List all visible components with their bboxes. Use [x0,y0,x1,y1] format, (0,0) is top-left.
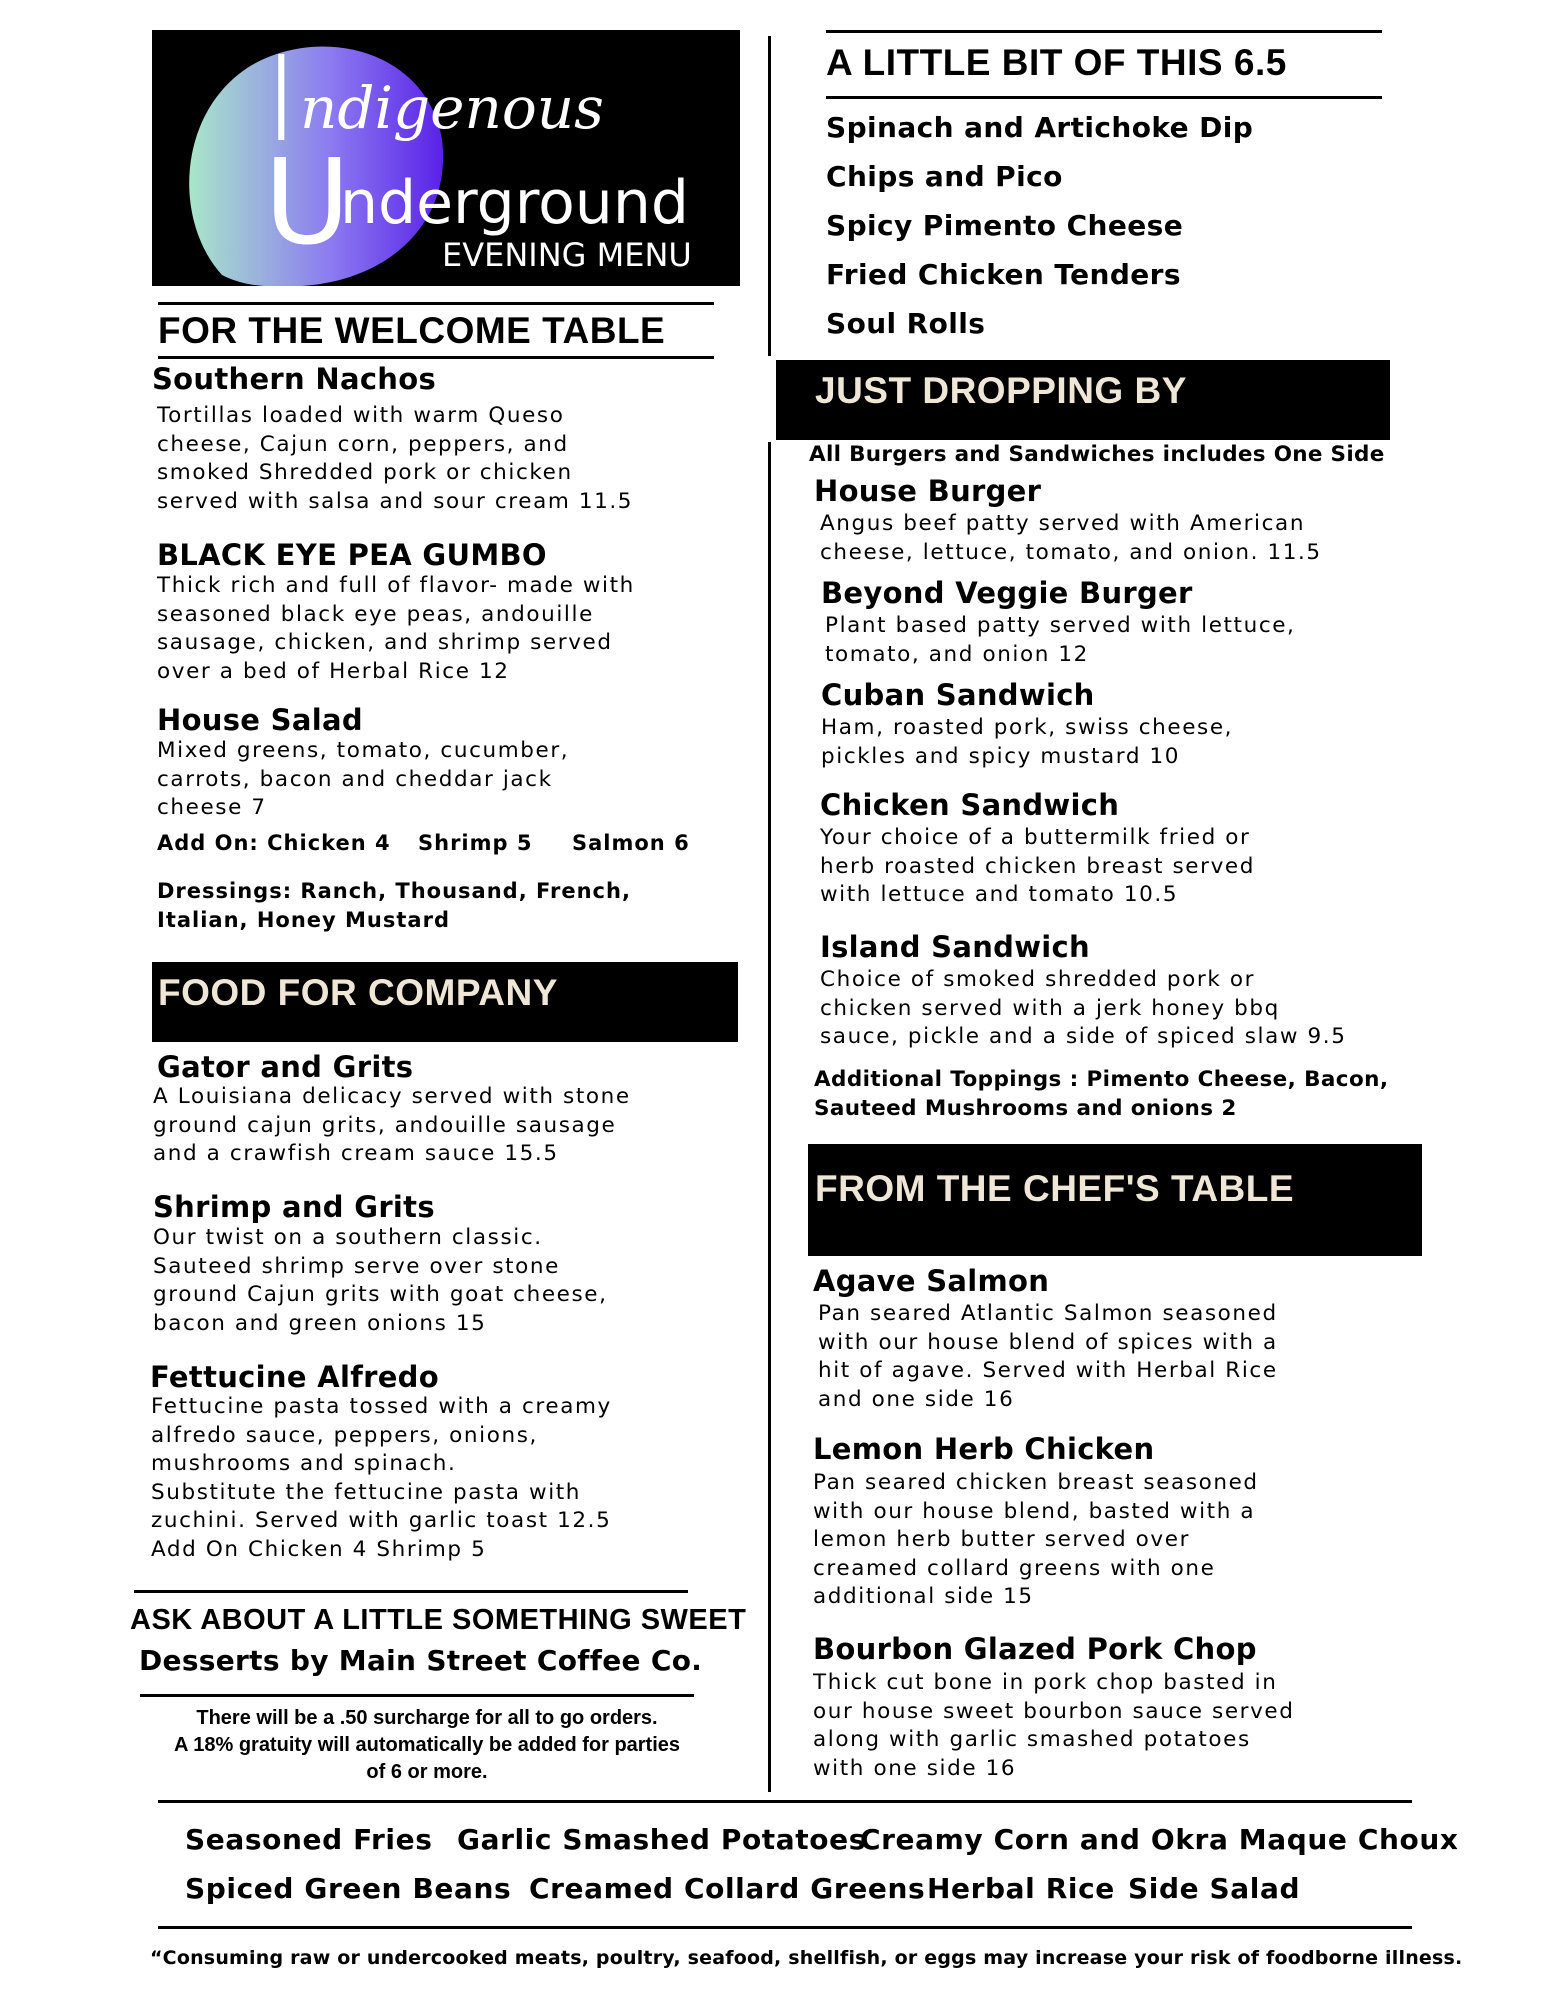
chef-item-desc: Pan seared Atlantic Salmon seasoned with our house blend of spices with a hit of agave. Served with Herbal Rice and one side 16 [818,1301,1278,1412]
welcome-item-desc: Thick rich and full of flavor- made with seasoned black eye peas, andouille sausage, chicken, and shrimp served over a bed of Herbal Rice 12 [157,573,635,684]
welcome-item-name: BLACK EYE PEA GUMBO [157,538,547,572]
company-item-name: Shrimp and Grits [153,1190,435,1224]
salad-addon-chicken: Add On: Chicken 4 [157,831,391,855]
side-item: Herbal Rice [927,1872,1115,1905]
chef-item-desc: Thick cut bone in pork chop basted in our house sweet bourbon sauce served along with garlic smashed potatoes with one side 16 [813,1670,1295,1781]
dropping-note: All Burgers and Sandwiches includes One Side [809,442,1385,467]
logo-block [152,30,740,286]
dropping-item-name: Island Sandwich [820,930,1090,964]
sweet-title: ASK ABOUT A LITTLE SOMETHING SWEET [130,1604,747,1636]
dropping-toppings: Additional Toppings : Pimento Cheese, Bacon, Sauteed Mushrooms and onions 2 [814,1067,1389,1121]
company-item-name: Gator and Grits [157,1050,414,1084]
welcome-rule-bottom [158,356,714,359]
littlebit-item: Spinach and Artichoke Dip [826,111,1254,144]
dropping-item-desc: Ham, roasted pork, swiss cheese, pickles and spicy mustard 10 [821,715,1234,769]
column-divider-bottom [768,442,771,1792]
dropping-item-desc: Choice of smoked shredded pork or chicken served with a jerk honey bbq sauce, pickle and a side of spiced slaw 9.5 [820,967,1347,1049]
side-item: Creamy Corn and Okra Maque Choux [860,1823,1459,1856]
littlebit-title: A LITTLE BIT OF THIS 6.5 [826,42,1287,83]
salad-dressings: Dressings: Ranch, Thousand, French, Italian, Honey Mustard [157,879,631,932]
littlebit-rule-top [826,30,1382,33]
salad-addon-salmon: Salmon 6 [572,831,690,855]
welcome-title: FOR THE WELCOME TABLE [158,310,666,351]
chef-item-name: Lemon Herb Chicken [813,1432,1155,1466]
salad-addon-shrimp: Shrimp 5 [418,831,533,855]
dropping-title: JUST DROPPING BY [815,370,1187,411]
company-item-desc: Our twist on a southern classic. Sauteed shrimp serve over stone ground Cajun grits with goat cheese, bacon and green onions 15 [153,1225,608,1336]
side-item: Garlic Smashed Potatoes [457,1823,866,1856]
company-item-desc: A Louisiana delicacy served with stone ground cajun grits, andouille sausage and a crawfish cream sauce 15.5 [153,1084,631,1166]
sweet-rule-top [134,1590,688,1593]
dropping-item-desc: Plant based patty served with lettuce, tomato, and onion 12 [825,613,1296,667]
littlebit-rule-bottom [826,96,1382,99]
chef-title: FROM THE CHEF'S TABLE [815,1168,1295,1209]
dropping-item-desc: Your choice of a buttermilk fried or herb roasted chicken breast served with lettuce and tomato 10.5 [820,825,1255,907]
company-item-name: Fettucine Alfredo [150,1360,439,1394]
logo-word-underground: nderground [340,168,689,238]
logo-initial-u: U [264,133,351,271]
welcome-item-desc: Mixed greens, tomato, cucumber, carrots, bacon and cheddar jack cheese 7 [157,738,570,820]
sides-rule-bottom [158,1926,1412,1929]
logo-word-indigenous: ndigenous [300,74,604,142]
side-item: Seasoned Fries [185,1823,433,1856]
welcome-item-name: Southern Nachos [152,362,437,396]
welcome-item-name: House Salad [157,703,363,737]
company-title: FOOD FOR COMPANY [158,972,558,1013]
dropping-item-name: Chicken Sandwich [820,788,1120,822]
littlebit-item: Spicy Pimento Cheese [826,209,1184,242]
sweet-subtitle: Desserts by Main Street Coffee Co. [139,1644,703,1677]
sweet-rule-bottom [140,1694,694,1697]
littlebit-item: Soul Rolls [826,307,986,340]
chef-item-name: Bourbon Glazed Pork Chop [813,1632,1257,1666]
side-item: Side Salad [1128,1872,1301,1905]
company-item-desc: Fettucine pasta tossed with a creamy alfredo sauce, peppers, onions, mushrooms and spinach. Substitute the fettucine pasta with zuchini. Served with garlic toast 12.5 Add On Chicken 4 Shrimp 5 [151,1394,612,1562]
dropping-item-name: House Burger [814,474,1042,508]
disclaimer: “Consuming raw or undercooked meats, poultry, seafood, shellfish, or eggs may increase your risk of foodborne illness. [150,1947,1463,1969]
dropping-item-name: Beyond Veggie Burger [821,576,1193,610]
littlebit-item: Chips and Pico [826,160,1063,193]
policy-note: There will be a .50 surcharge for all to go orders. A 18% gratuity will automatically be added for parties of 6 or more. [173,1707,681,1783]
side-item: Spiced Green Beans [185,1872,512,1905]
side-item: Creamed Collard Greens [529,1872,926,1905]
dropping-item-name: Cuban Sandwich [821,678,1095,712]
welcome-rule-top [158,302,714,305]
logo-subtitle: EVENING MENU [442,236,692,274]
column-divider-top [768,36,771,356]
littlebit-item: Fried Chicken Tenders [826,258,1181,291]
dropping-item-desc: Angus beef patty served with American cheese, lettuce, tomato, and onion. 11.5 [820,511,1322,565]
chef-item-name: Agave Salmon [813,1264,1050,1298]
welcome-item-desc: Tortillas loaded with warm Queso cheese, Cajun corn, peppers, and smoked Shredded pork or chicken served with salsa and sour cream 11.5 [157,403,634,514]
logo-initial-i: I [264,30,299,168]
sides-rule-top [158,1800,1412,1803]
chef-item-desc: Pan seared chicken breast seasoned with our house blend, basted with a lemon herb butter served over creamed collard greens with one additional side 15 [813,1470,1259,1609]
